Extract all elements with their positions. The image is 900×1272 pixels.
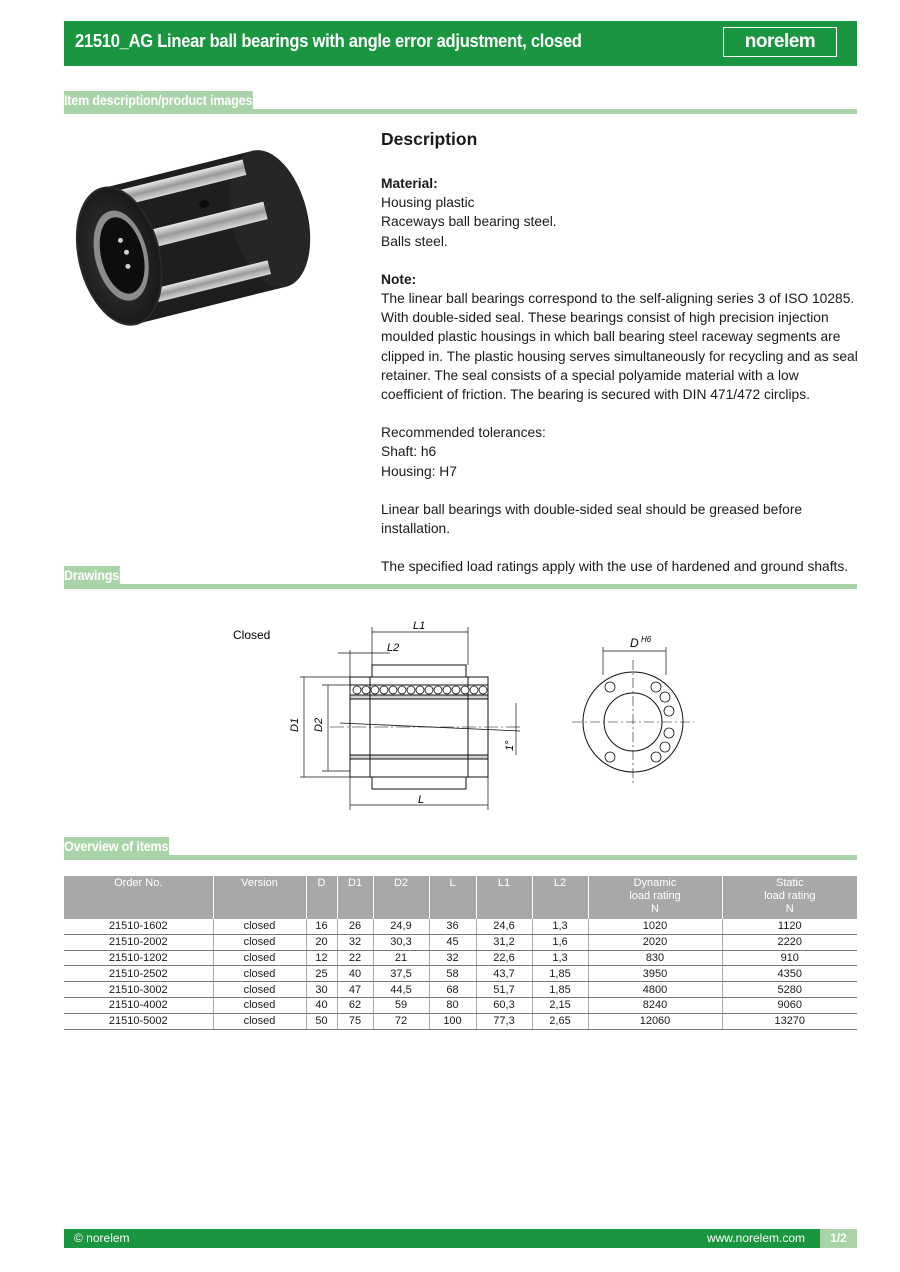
table-row <box>64 997 857 1013</box>
table-row <box>64 982 857 998</box>
product-image <box>62 128 327 348</box>
tolerance-block <box>381 423 861 481</box>
table-row <box>64 966 857 982</box>
note-text: The linear ball bearings correspond to the self-aligning series 3 of ISO 10285. With double-sided seal. These bearings consist of high precision injection moulded plastic housings in which ball bearing steel raceway segments are clipped in. The plastic housing serves simultaneously for recycling and as seal retainer. The seal consists of a special polyamide material with a low coefficient of friction. The bearing is secured with DIN 471/472 circlips. <box>381 291 858 403</box>
table-cell: 51,7 <box>476 982 532 998</box>
table-cell: closed <box>213 982 306 998</box>
table-cell: 68 <box>429 982 476 998</box>
column-header: Order No. <box>64 876 213 919</box>
logo-text: norelem <box>744 31 816 52</box>
table-cell: 21510-4002 <box>64 997 213 1013</box>
table-cell: 32 <box>429 950 476 966</box>
section-divider-overview <box>64 855 857 860</box>
table-cell: 80 <box>429 997 476 1013</box>
table-body <box>64 919 857 1029</box>
column-header: L1 <box>476 876 532 919</box>
table-cell: closed <box>213 997 306 1013</box>
items-table <box>64 876 857 1030</box>
table-cell: 43,7 <box>476 966 532 982</box>
table-cell: closed <box>213 1013 306 1029</box>
column-header: Static load rating N <box>722 876 857 919</box>
table-cell: closed <box>213 919 306 934</box>
table-cell: 1,6 <box>532 934 588 950</box>
table-cell: 22,6 <box>476 950 532 966</box>
section-label-description: Item description/product images <box>64 93 253 108</box>
table-cell: 24,9 <box>373 919 429 934</box>
table-cell: 21 <box>373 950 429 966</box>
note-block <box>381 270 861 404</box>
note-label: Note: <box>381 271 417 287</box>
table-cell: 75 <box>337 1013 373 1029</box>
table-cell: 47 <box>337 982 373 998</box>
page-header <box>64 21 857 66</box>
table-cell: 21510-2002 <box>64 934 213 950</box>
column-header: Version <box>213 876 306 919</box>
table-cell: 25 <box>306 966 337 982</box>
table-cell: 77,3 <box>476 1013 532 1029</box>
table-cell: 9060 <box>722 997 857 1013</box>
table-cell: 30 <box>306 982 337 998</box>
dim-d1: D1 <box>289 717 301 732</box>
footer-website-link[interactable]: www.norelem.com <box>706 1231 805 1245</box>
tolerance-line: Recommended tolerances: <box>381 425 546 441</box>
table-cell: 72 <box>373 1013 429 1029</box>
table-cell: 58 <box>429 966 476 982</box>
table-cell: 1,85 <box>532 982 588 998</box>
table-cell: 12 <box>306 950 337 966</box>
table-cell: 2,15 <box>532 997 588 1013</box>
description-title: Description <box>381 129 478 149</box>
table-cell: 100 <box>429 1013 476 1029</box>
column-header: Dynamic load rating N <box>588 876 722 919</box>
material-block <box>381 174 861 251</box>
dim-angle: 1° <box>504 740 516 751</box>
table-cell: 59 <box>373 997 429 1013</box>
tolerance-line: Housing: H7 <box>381 463 457 479</box>
table-cell: 1020 <box>588 919 722 934</box>
material-line: Balls steel. <box>381 233 448 249</box>
page-title: 21510_AG Linear ball bearings with angle error adjustment, closed <box>75 31 582 51</box>
footer-copyright: © norelem <box>74 1231 130 1245</box>
table-cell: 60,3 <box>476 997 532 1013</box>
material-line: Housing plastic <box>381 195 475 211</box>
table-cell: 2220 <box>722 934 857 950</box>
table-cell: 5280 <box>722 982 857 998</box>
table-cell: closed <box>213 934 306 950</box>
column-header: D1 <box>337 876 373 919</box>
table-cell: 8240 <box>588 997 722 1013</box>
technical-drawing <box>220 605 700 820</box>
drawing-version-label: Closed <box>233 628 271 642</box>
table-cell: closed <box>213 966 306 982</box>
material-line: Raceways ball bearing steel. <box>381 214 557 230</box>
dim-l2: L2 <box>387 642 400 654</box>
table-header-row <box>64 876 857 919</box>
table-cell: 37,5 <box>373 966 429 982</box>
table-cell: 21510-5002 <box>64 1013 213 1029</box>
dim-d-tolerance: H6 <box>641 635 652 644</box>
table-cell: closed <box>213 950 306 966</box>
table-cell: 30,3 <box>373 934 429 950</box>
table-cell: 910 <box>722 950 857 966</box>
table-cell: 50 <box>306 1013 337 1029</box>
table-row <box>64 950 857 966</box>
table-cell: 21510-1202 <box>64 950 213 966</box>
table-cell: 22 <box>337 950 373 966</box>
table-cell: 40 <box>306 997 337 1013</box>
table-cell: 21510-2502 <box>64 966 213 982</box>
table-cell: 36 <box>429 919 476 934</box>
table-cell: 24,6 <box>476 919 532 934</box>
table-cell: 21510-3002 <box>64 982 213 998</box>
section-divider-drawings <box>64 584 857 589</box>
table-cell: 830 <box>588 950 722 966</box>
dim-l: L <box>418 794 425 806</box>
dim-l1: L1 <box>413 620 426 632</box>
section-label-drawings: Drawings <box>64 568 120 583</box>
page-footer <box>64 1229 857 1248</box>
table-cell: 2,65 <box>532 1013 588 1029</box>
column-header: L <box>429 876 476 919</box>
norelem-logo <box>723 27 837 57</box>
column-header: D <box>306 876 337 919</box>
section-label-overview: Overview of items <box>64 839 169 854</box>
grease-text: Linear ball bearings with double-sided seal should be greased before installation. <box>381 501 803 537</box>
table-cell: 4350 <box>722 966 857 982</box>
table-cell: 45 <box>429 934 476 950</box>
table-cell: 44,5 <box>373 982 429 998</box>
table-cell: 3950 <box>588 966 722 982</box>
column-header: L2 <box>532 876 588 919</box>
table-cell: 21510-1602 <box>64 919 213 934</box>
table-cell: 32 <box>337 934 373 950</box>
dim-d2: D2 <box>313 717 325 732</box>
dim-d: D <box>630 636 639 650</box>
table-cell: 13270 <box>722 1013 857 1029</box>
material-label: Material: <box>381 176 438 191</box>
table-cell: 4800 <box>588 982 722 998</box>
table-row <box>64 934 857 950</box>
table-cell: 12060 <box>588 1013 722 1029</box>
table-row <box>64 1013 857 1029</box>
table-cell: 62 <box>337 997 373 1013</box>
table-cell: 2020 <box>588 934 722 950</box>
footer-page-number: 1/2 <box>820 1229 857 1248</box>
table-cell: 1,85 <box>532 966 588 982</box>
tolerance-line: Shaft: h6 <box>381 444 437 460</box>
table-cell: 20 <box>306 934 337 950</box>
table-cell: 1120 <box>722 919 857 934</box>
table-cell: 16 <box>306 919 337 934</box>
load-text: The specified load ratings apply with the use of hardened and ground shafts. <box>381 559 849 575</box>
table-cell: 1,3 <box>532 919 588 934</box>
table-row <box>64 919 857 934</box>
table-cell: 40 <box>337 966 373 982</box>
table-cell: 26 <box>337 919 373 934</box>
table-cell: 1,3 <box>532 950 588 966</box>
table-cell: 31,2 <box>476 934 532 950</box>
column-header: D2 <box>373 876 429 919</box>
description-block <box>381 128 861 595</box>
